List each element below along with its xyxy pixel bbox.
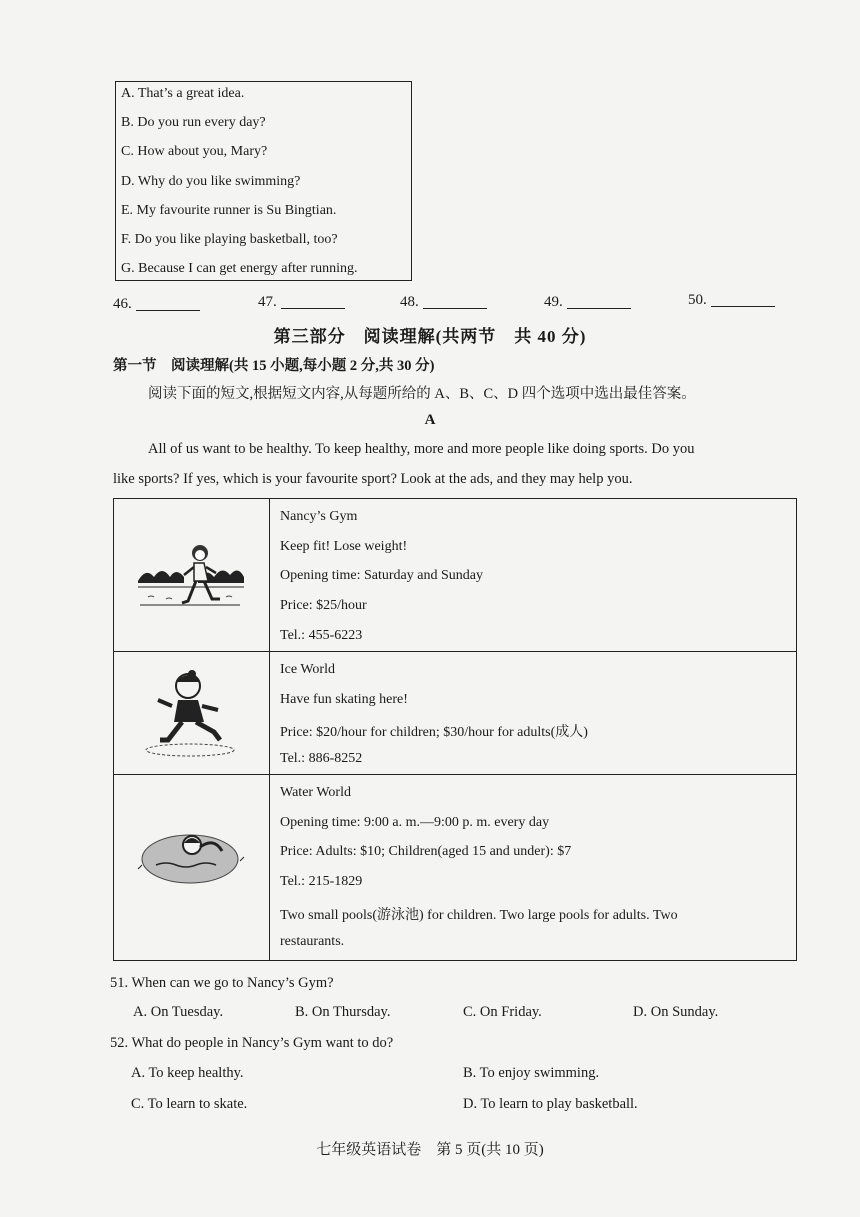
blank-50[interactable] — [688, 292, 775, 309]
ad-price: Price: $20/hour for children; $30/hour for adults(成人) — [280, 725, 588, 740]
question-51-option-d[interactable]: D. On Sunday. — [633, 1004, 719, 1020]
question-52-option-a[interactable]: A. To keep healthy. — [131, 1065, 244, 1081]
ad-row-nancys-gym — [114, 499, 796, 652]
ad-note: Two small pools(游泳池) for children. Two large pools for adults. Two — [280, 908, 678, 923]
blank-48[interactable] — [400, 294, 487, 311]
question-52-option-d[interactable]: D. To learn to play basketball. — [463, 1096, 638, 1112]
blank-line[interactable] — [567, 294, 631, 309]
question-51-option-b[interactable]: B. On Thursday. — [295, 1004, 391, 1020]
blank-line[interactable] — [281, 294, 345, 309]
question-51-option-c[interactable]: C. On Friday. — [463, 1004, 542, 1020]
option-e: E. My favourite runner is Su Bingtian. — [121, 203, 337, 218]
option-c: C. How about you, Mary? — [121, 144, 268, 159]
ad-opening-time: Opening time: Saturday and Sunday — [280, 568, 483, 583]
passage-letter: A — [424, 412, 436, 428]
instruction: 阅读下面的短文,根据短文内容,从每题所给的 A、B、C、D 四个选项中选出最佳答案。 — [148, 386, 696, 402]
ad-text-cell — [280, 652, 790, 774]
ad-price: Price: $25/hour — [280, 598, 367, 613]
ad-note-continued: restaurants. — [280, 934, 345, 949]
blank-number: 47. — [258, 294, 277, 310]
ad-tel: Tel.: 215-1829 — [280, 874, 363, 889]
option-d: D. Why do you like swimming? — [121, 174, 301, 189]
option-f: F. Do you like playing basketball, too? — [121, 232, 338, 247]
ad-image-cell — [114, 652, 270, 774]
ad-image-cell — [114, 499, 270, 651]
question-51-option-a[interactable]: A. On Tuesday. — [133, 1004, 224, 1020]
section-title: 第三部分 阅读理解(共两节 共 40 分) — [273, 327, 587, 346]
ads-table — [113, 498, 797, 961]
answer-blanks — [113, 292, 793, 316]
swimmer-picture-icon — [136, 825, 246, 895]
ad-text-cell — [280, 775, 790, 960]
ad-slogan: Have fun skating here! — [280, 692, 408, 707]
blank-46[interactable] — [113, 296, 200, 313]
blank-number: 50. — [688, 292, 707, 308]
blank-47[interactable] — [258, 294, 345, 311]
ad-name: Nancy’s Gym — [280, 509, 358, 524]
runner-picture-icon — [136, 543, 246, 613]
question-52-option-b[interactable]: B. To enjoy swimming. — [463, 1065, 600, 1081]
skater-picture-icon — [142, 670, 242, 760]
ad-tel: Tel.: 886-8252 — [280, 751, 363, 766]
blank-49[interactable] — [544, 294, 631, 311]
option-b: B. Do you run every day? — [121, 115, 266, 130]
ad-name: Ice World — [280, 662, 335, 677]
blank-line[interactable] — [711, 292, 775, 307]
ad-name: Water World — [280, 785, 351, 800]
ad-tel: Tel.: 455-6223 — [280, 628, 363, 643]
question-52-stem: 52. What do people in Nancy’s Gym want to do? — [110, 1035, 394, 1051]
ad-image-cell — [114, 775, 270, 960]
ad-opening-time: Opening time: 9:00 a. m.—9:00 p. m. every day — [280, 815, 550, 830]
question-51-stem: 51. When can we go to Nancy’s Gym? — [110, 975, 334, 991]
blank-line[interactable] — [423, 294, 487, 309]
passage-line-2: like sports? If yes, which is your favourite sport? Look at the ads, and they may help you. — [113, 471, 633, 487]
passage-line-1: All of us want to be healthy. To keep healthy, more and more people like doing sports. Do you — [148, 441, 695, 457]
ad-row-ice-world — [114, 652, 796, 775]
ad-text-cell — [280, 499, 790, 651]
options-box — [115, 81, 412, 281]
blank-number: 49. — [544, 294, 563, 310]
question-52-option-c[interactable]: C. To learn to skate. — [131, 1096, 248, 1112]
page-footer: 七年级英语试卷 第 5 页(共 10 页) — [316, 1142, 544, 1158]
option-a: A. That’s a great idea. — [121, 86, 245, 101]
blank-line[interactable] — [136, 296, 200, 311]
ad-price: Price: Adults: $10; Children(aged 15 and under): $7 — [280, 844, 572, 859]
blank-number: 46. — [113, 296, 132, 312]
ad-row-water-world — [114, 775, 796, 960]
sub-title: 第一节 阅读理解(共 15 小题,每小题 2 分,共 30 分) — [113, 358, 435, 374]
option-g: G. Because I can get energy after running. — [121, 261, 358, 276]
ad-slogan: Keep fit! Lose weight! — [280, 539, 408, 554]
blank-number: 48. — [400, 294, 419, 310]
